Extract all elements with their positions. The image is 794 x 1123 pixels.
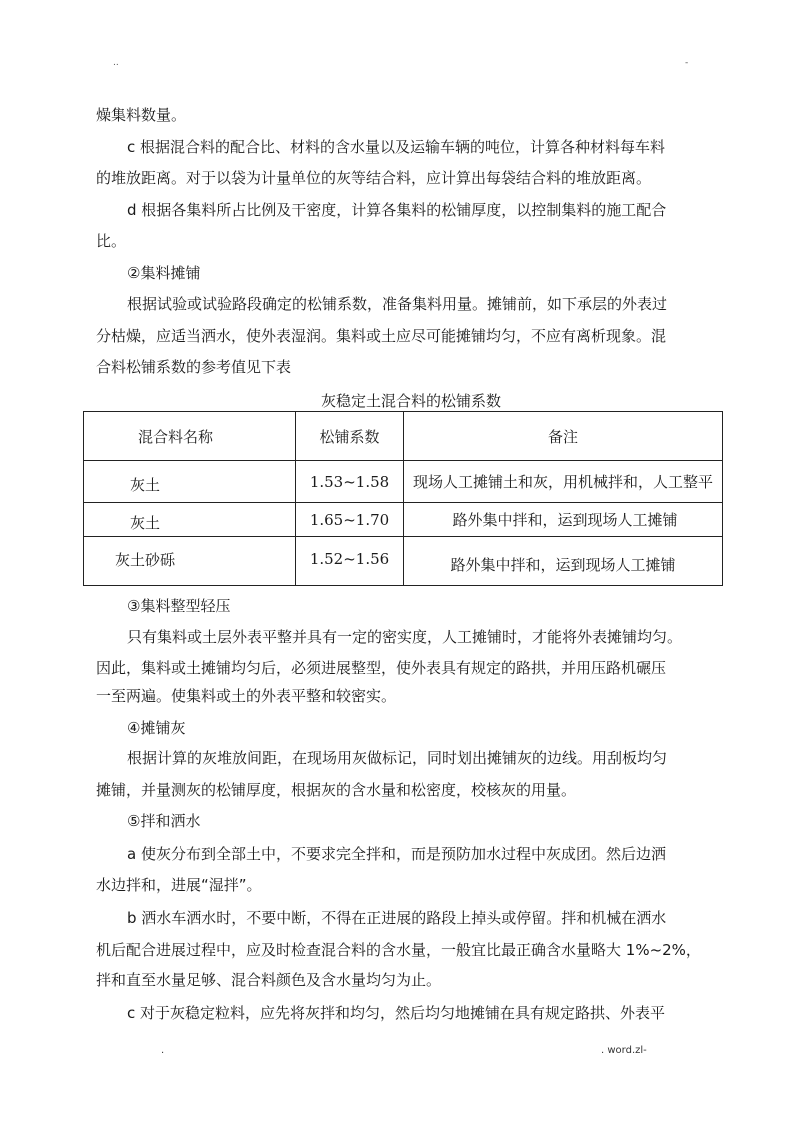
table-header-row [84,412,723,461]
paragraph-line: 比。 [96,232,127,250]
table-row [84,503,723,537]
paragraph-line: c 根据混合料的配合比、材料的含水量以及运输车辆的吨位，计算各种材料每车料 [127,138,666,156]
table-cell: 灰土 [84,503,296,537]
section-heading: ②集料摊铺 [127,264,201,282]
header-left-mark: .. [113,58,119,68]
paragraph-line: 分枯燥，应适当洒水，使外表湿润。集料或土应尽可能摊铺均匀，不应有离析现象。混 [96,327,667,345]
paragraph-line: 因此，集料或土摊铺均匀后，必须进展整型，使外表具有规定的路拱，并用压路机碾压 [96,659,667,677]
table-header-cell: 松铺系数 [296,412,404,461]
footer-left-mark: . [161,1045,165,1056]
table-cell: 1.65~1.70 [296,503,404,537]
table-cell: 1.52~1.56 [296,537,404,586]
table-header-cell: 备注 [404,412,723,461]
header-right-mark: - [685,58,689,68]
paragraph-line: a 使灰分布到全部土中，不要求完全拌和，而是预防加水过程中灰成团。然后边洒 [127,845,666,863]
section-heading: ⑤拌和洒水 [127,812,201,830]
paragraph-line: d 根据各集料所占比例及干密度，计算各集料的松铺厚度，以控制集料的施工配合 [127,201,667,219]
paragraph-line: c 对于灰稳定粒料，应先将灰拌和均匀，然后均匀地摊铺在具有规定路拱、外表平 [127,1004,666,1022]
table-cell: 1.53~1.58 [296,461,404,503]
footer-text: . word.zl- [601,1045,647,1056]
paragraph-line: 根据试验或试验路段确定的松铺系数，准备集料用量。摊铺前，如下承层的外表过 [127,295,668,313]
table-row [84,461,723,503]
paragraph-line: b 洒水车洒水时，不要中断，不得在正进展的路段上掉头或停留。拌和机械在洒水 [127,909,667,927]
paragraph-line: 燥集料数量。 [96,106,187,124]
table-cell: 现场人工摊铺土和灰，用机械拌和，人工整平 [404,461,723,503]
paragraph-line: 水边拌和，进展“湿拌”。 [96,876,262,894]
paragraph-line: 根据计算的灰堆放间距，在现场用灰做标记，同时划出摊铺灰的边线。用刮板均匀 [127,749,668,767]
table-caption: 灰稳定土混合料的松铺系数 [321,392,502,410]
paragraph-line: 只有集料或土层外表平整并具有一定的密实度，人工摊铺时，才能将外表摊铺均匀。 [127,628,683,646]
paragraph-line: 合料松铺系数的参考值见下表 [96,358,292,376]
section-heading: ③集料整型轻压 [127,597,231,615]
paragraph-line: 摊铺，并量测灰的松铺厚度，根据灰的含水量和松密度，校核灰的用量。 [96,781,577,799]
section-heading: ④摊铺灰 [127,719,186,737]
table-row [84,537,723,586]
coefficient-table [83,411,723,586]
table-header-cell: 混合料名称 [84,412,296,461]
table-cell: 路外集中拌和，运到现场人工摊铺 [404,503,723,537]
paragraph-line: 机后配合进展过程中，应及时检查混合料的含水量，一般宜比最正确含水量略大 1%~2%， [96,941,701,959]
paragraph-line: 拌和直至水量足够、混合料颜色及含水量均匀为止。 [96,971,442,989]
paragraph-line: 的堆放距离。对于以袋为计量单位的灰等结合料，应计算出每袋结合料的堆放距离。 [96,169,652,187]
table-cell: 灰土 [84,461,296,503]
paragraph-line: 一至两遍。使集料或土的外表平整和较密实。 [96,687,397,705]
table-cell: 路外集中拌和，运到现场人工摊铺 [404,537,723,586]
table-cell: 灰土砂砾 [84,537,296,586]
